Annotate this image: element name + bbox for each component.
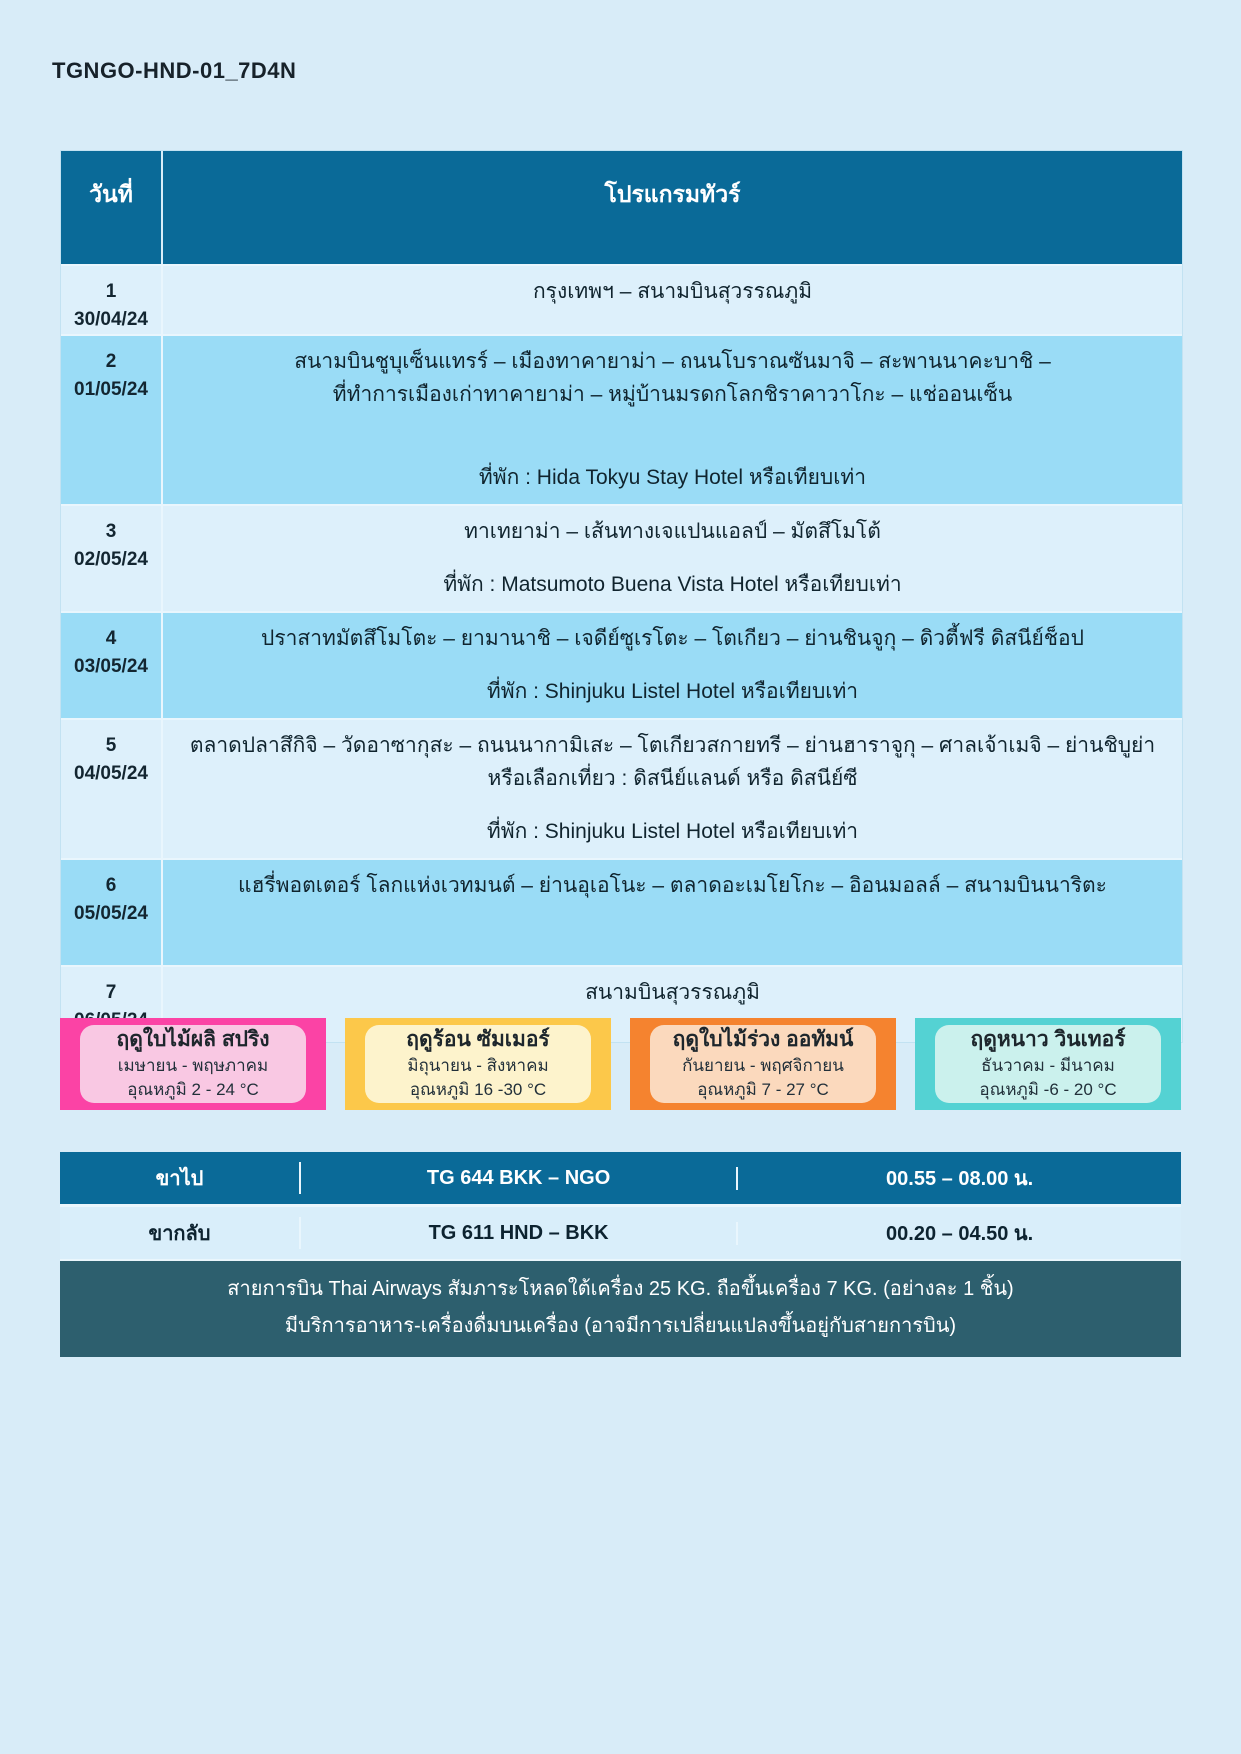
itinerary-row bbox=[61, 611, 1182, 718]
flight-row bbox=[60, 1207, 1181, 1261]
flight-number: TG 644 BKK – NGO bbox=[301, 1167, 738, 1190]
program-cell bbox=[163, 860, 1182, 965]
program-cell bbox=[163, 506, 1182, 611]
day-date-cell bbox=[61, 266, 163, 334]
program-line: ปราสาทมัตสึโมโตะ – ยามานาชิ – เจดีย์ซูเรโตะ – โตเกียว – ย่านชินจูกุ – ดิวตี้ฟรี ดิสนีย์ช็อป bbox=[260, 627, 1085, 650]
itinerary-header-row bbox=[61, 151, 1182, 264]
season-temperature: อุณหภูมิ -6 - 20 °C bbox=[979, 1080, 1117, 1099]
season-temperature: อุณหภูมิ 7 - 27 °C bbox=[697, 1080, 829, 1099]
day-number: 7 bbox=[105, 982, 117, 1003]
header-date-column: วันที่ bbox=[61, 151, 163, 264]
line-spacer bbox=[177, 655, 1168, 675]
header-program-column: โปรแกรมทัวร์ bbox=[604, 181, 741, 207]
program-line: ตลาดปลาสึกิจิ – วัดอาซากุสะ – ถนนนากามิเสะ – โตเกียวสกายทรี – ย่านฮาราจูกุ – ศาลเจ้าเมจิ – ย่านชิบูย่า bbox=[189, 734, 1156, 757]
day-date: 03/05/24 bbox=[74, 656, 148, 677]
day-date: 02/05/24 bbox=[74, 549, 148, 570]
day-number: 1 bbox=[105, 281, 117, 302]
flight-direction: ขาไป bbox=[60, 1162, 301, 1194]
itinerary-table bbox=[60, 150, 1183, 1043]
program-cell bbox=[163, 266, 1182, 334]
season-box-inner bbox=[935, 1025, 1161, 1103]
day-date-cell bbox=[61, 506, 163, 611]
line-spacer bbox=[177, 795, 1168, 815]
program-line: ที่พัก : Shinjuku Listel Hotel หรือเทียบเท่า bbox=[486, 820, 859, 843]
day-number: 4 bbox=[105, 628, 117, 649]
program-line: ทาเทยาม่า – เส้นทางเจแปนแอลป์ – มัตสึโมโต้ bbox=[464, 520, 881, 543]
program-line: ที่พัก : Hida Tokyu Stay Hotel หรือเทียบเท่า bbox=[478, 466, 867, 489]
day-date-cell bbox=[61, 720, 163, 858]
line-spacer bbox=[177, 411, 1168, 461]
season-boxes bbox=[60, 1018, 1181, 1110]
season-box-inner bbox=[365, 1025, 591, 1103]
season-title: ฤดูหนาว วินเทอร์ bbox=[970, 1028, 1126, 1051]
season-months: กันยายน - พฤศจิกายน bbox=[682, 1056, 844, 1075]
day-date: 04/05/24 bbox=[74, 763, 148, 784]
itinerary-row bbox=[61, 334, 1182, 504]
flight-number: TG 611 HND – BKK bbox=[301, 1222, 738, 1245]
season-box-inner bbox=[650, 1025, 876, 1103]
program-line: ที่พัก : Matsumoto Buena Vista Hotel หรือเทียบเท่า bbox=[443, 573, 902, 596]
day-number: 3 bbox=[105, 521, 117, 542]
flight-rows bbox=[60, 1152, 1181, 1261]
itinerary-row bbox=[61, 504, 1182, 611]
day-date-cell bbox=[61, 336, 163, 504]
season-months: ธันวาคม - มีนาคม bbox=[981, 1056, 1115, 1075]
program-line: สนามบินสุวรรณภูมิ bbox=[585, 981, 760, 1004]
program-line: ที่พัก : Shinjuku Listel Hotel หรือเทียบเท่า bbox=[486, 680, 859, 703]
season-title: ฤดูร้อน ซัมเมอร์ bbox=[406, 1028, 550, 1051]
season-months: เมษายน - พฤษภาคม bbox=[117, 1056, 269, 1075]
itinerary-row bbox=[61, 264, 1182, 334]
day-date-cell bbox=[61, 860, 163, 965]
flight-time: 00.55 – 08.00 น. bbox=[886, 1168, 1034, 1190]
program-line: กรุงเทพฯ – สนามบินสุวรรณภูมิ bbox=[532, 280, 813, 303]
day-date-cell bbox=[61, 613, 163, 718]
program-line: หรือเลือกเที่ยว : ดิสนีย์แลนด์ หรือ ดิสนีย์ซี bbox=[487, 767, 858, 790]
day-date: 01/05/24 bbox=[74, 379, 148, 400]
day-date: 30/04/24 bbox=[74, 309, 148, 330]
program-cell bbox=[163, 336, 1182, 504]
season-box bbox=[630, 1018, 896, 1110]
document-code: TGNGO-HND-01_7D4N bbox=[52, 58, 297, 83]
day-number: 5 bbox=[105, 735, 117, 756]
airline-note-line-2: มีบริการอาหาร-เครื่องดื่มบนเครื่อง (อาจมีการเปลี่ยนแปลงขึ้นอยู่กับสายการบิน) bbox=[284, 1315, 957, 1337]
itinerary-row bbox=[61, 718, 1182, 858]
day-number: 6 bbox=[105, 875, 117, 896]
itinerary-rows bbox=[61, 264, 1182, 1042]
season-box bbox=[915, 1018, 1181, 1110]
airline-note-line-1: สายการบิน Thai Airways สัมภาระโหลดใต้เครื่อง 25 KG. ถือขึ้นเครื่อง 7 KG. (อย่างละ 1 ชิ้น) bbox=[227, 1278, 1014, 1300]
season-title: ฤดูใบไม้ร่วง ออทัมน์ bbox=[672, 1028, 854, 1051]
program-cell bbox=[163, 613, 1182, 718]
program-line: แฮรี่พอตเตอร์ โลกแห่งเวทมนต์ – ย่านอุเอโนะ – ตลาดอะเมโยโกะ – อิอนมอลล์ – สนามบินนาริตะ bbox=[238, 874, 1107, 897]
season-title: ฤดูใบไม้ผลิ สปริง bbox=[116, 1028, 270, 1051]
season-temperature: อุณหภูมิ 2 - 24 °C bbox=[127, 1080, 259, 1099]
program-cell bbox=[163, 720, 1182, 858]
program-line: สนามบินชูบุเซ็นแทรร์ – เมืองทาคายาม่า – ถนนโบราณซันมาจิ – สะพานนาคะบาชิ – bbox=[294, 350, 1051, 373]
season-box bbox=[60, 1018, 326, 1110]
flight-row bbox=[60, 1152, 1181, 1207]
airline-note bbox=[60, 1261, 1181, 1357]
day-number: 2 bbox=[105, 351, 117, 372]
season-box bbox=[345, 1018, 611, 1110]
flight-time: 00.20 – 04.50 น. bbox=[886, 1223, 1034, 1245]
program-line: ที่ทำการเมืองเก่าทาคายาม่า – หมู่บ้านมรดกโลกชิราคาวาโกะ – แช่ออนเซ็น bbox=[332, 383, 1013, 406]
flight-direction: ขากลับ bbox=[60, 1217, 301, 1249]
season-temperature: อุณหภูมิ 16 -30 °C bbox=[409, 1080, 547, 1099]
line-spacer bbox=[177, 548, 1168, 568]
flight-table bbox=[60, 1152, 1181, 1357]
season-months: มิถุนายน - สิงหาคม bbox=[407, 1056, 549, 1075]
itinerary-row bbox=[61, 858, 1182, 965]
day-date: 05/05/24 bbox=[74, 903, 148, 924]
season-box-inner bbox=[80, 1025, 306, 1103]
